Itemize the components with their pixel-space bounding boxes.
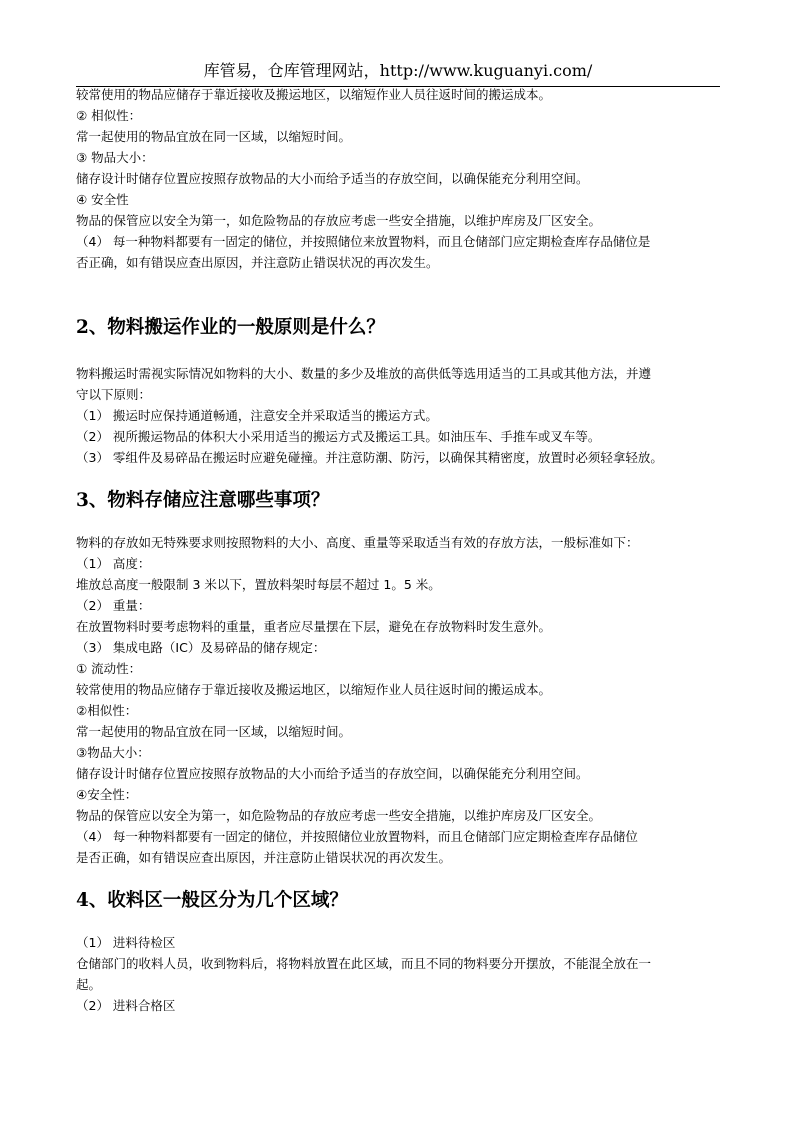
- paragraph-line: （2） 进料合格区: [76, 998, 176, 1013]
- paragraph-line: 否正确，如有错误应查出原因，并注意防止错误状况的再次发生。: [76, 255, 439, 270]
- paragraph-line: 物料的存放如无特殊要求则按照物料的大小、高度、重量等采取适当有效的存放方法，一般标准如下：: [76, 535, 639, 550]
- paragraph-line: （4） 每一种物料都要有一固定的储位，并按照储位业放置物料，而且仓储部门应定期检查库存品储位: [76, 829, 638, 844]
- section-body: [76, 363, 726, 468]
- paragraph-line: 物品的保管应以安全为第一，如危险物品的存放应考虑一些安全措施，以维护库房及厂区安全。: [76, 213, 602, 228]
- paragraph-line: （2） 重量：: [76, 598, 151, 613]
- paragraph-line: ② 相似性：: [76, 108, 142, 123]
- page-header: 库管易，仓库管理网站，http://www.kuguanyi.com/: [76, 58, 720, 87]
- paragraph-line: 物品的保管应以安全为第一，如危险物品的存放应考虑一些安全措施，以维护库房及厂区安全。: [76, 808, 602, 823]
- paragraph-line: 在放置物料时要考虑物料的重量，重者应尽量摆在下层，避免在存放物料时发生意外。: [76, 619, 552, 634]
- paragraph-line: 守以下原则：: [76, 387, 152, 402]
- paragraph-line: ① 流动性：: [76, 661, 142, 676]
- paragraph-line: 物料搬运时需视实际情况如物料的大小、数量的多少及堆放的高供低等选用适当的工具或其他方法，并遵: [76, 366, 652, 381]
- section-heading: 2、物料搬运作业的一般原则是什么？: [76, 317, 385, 338]
- paragraph-line: 常一起使用的物品宜放在同一区域，以缩短时间。: [76, 129, 352, 144]
- paragraph-line: 是否正确，如有错误应查出原因，并注意防止错误状况的再次发生。: [76, 850, 452, 865]
- paragraph-line: ②相似性：: [76, 703, 138, 718]
- paragraph-line: 起。: [76, 977, 102, 992]
- section-body: [76, 532, 726, 868]
- document-body: [76, 84, 726, 1016]
- paragraph-line: （1） 高度：: [76, 556, 151, 571]
- section-heading: 3、物料存储应注意哪些事项？: [76, 490, 330, 511]
- paragraph-line: ④ 安全性: [76, 192, 129, 207]
- intro-block: [76, 84, 726, 273]
- paragraph-line: （3） 零组件及易碎品在搬运时应避免碰撞。并注意防潮、防污，以确保其精密度，放置时必须轻拿轻放。: [76, 450, 663, 465]
- paragraph-line: （1） 搬运时应保持通道畅通，注意安全并采取适当的搬运方式。: [76, 408, 438, 423]
- paragraph-line: （3） 集成电路（IC）及易碎品的储存规定：: [76, 640, 326, 655]
- paragraph-line: （4） 每一种物料都要有一固定的储位，并按照储位来放置物料，而且仓储部门应定期检查库存品储位是: [76, 234, 651, 249]
- paragraph-line: 堆放总高度一般限制 3 米以下，置放料架时每层不超过 1。5 米。: [76, 577, 441, 592]
- paragraph-line: （1） 进料待检区: [76, 935, 176, 950]
- paragraph-line: 仓储部门的收料人员，收到物料后，将物料放置在此区域，而且不同的物料要分开摆放，不能混全放在一: [76, 956, 652, 971]
- paragraph-line: ③ 物品大小：: [76, 150, 154, 165]
- paragraph-line: ③物品大小：: [76, 745, 150, 760]
- section-body: [76, 932, 726, 1016]
- section-heading: 4、收料区一般区分为几个区域？: [76, 890, 348, 911]
- paragraph-line: 储存设计时储存位置应按照存放物品的大小而给予适当的存放空间，以确保能充分利用空间。: [76, 171, 589, 186]
- paragraph-line: ④安全性：: [76, 787, 138, 802]
- paragraph-line: 储存设计时储存位置应按照存放物品的大小而给予适当的存放空间，以确保能充分利用空间。: [76, 766, 589, 781]
- paragraph-line: 较常使用的物品应储存于靠近接收及搬运地区，以缩短作业人员往返时间的搬运成本。: [76, 87, 552, 102]
- paragraph-line: （2） 视所搬运物品的体积大小采用适当的搬运方式及搬运工具。如油压车、手推车或叉车等。: [76, 429, 601, 444]
- paragraph-line: 较常使用的物品应储存于靠近接收及搬运地区，以缩短作业人员往返时间的搬运成本。: [76, 682, 552, 697]
- paragraph-line: 常一起使用的物品宜放在同一区域，以缩短时间。: [76, 724, 352, 739]
